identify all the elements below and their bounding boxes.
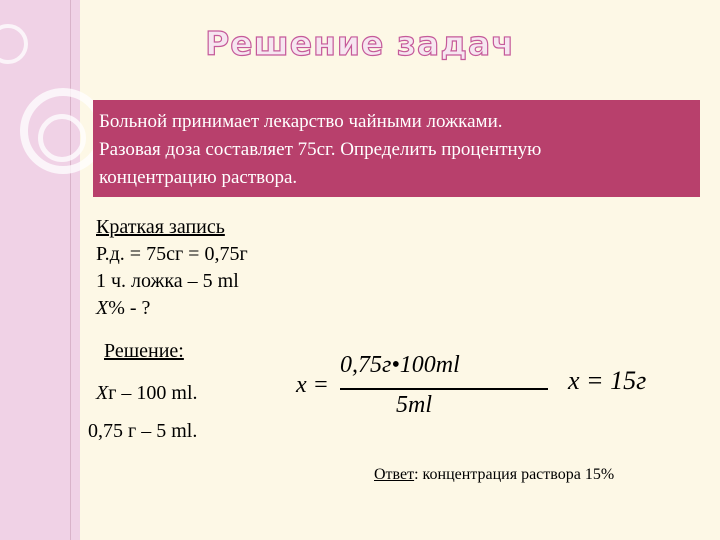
brief-variable: Х — [96, 297, 109, 319]
task-statement-box — [93, 100, 700, 197]
formula-lhs: x = — [296, 372, 329, 398]
fraction-bar — [340, 388, 548, 390]
task-line-2: Разовая доза составляет 75сг. Определить процентную — [99, 139, 542, 160]
brief-line-3-text: % - ? — [108, 297, 151, 319]
sidebar-decoration — [0, 0, 80, 540]
task-line-3: концентрацию раствора. — [99, 167, 298, 188]
brief-heading: Краткая запись — [96, 216, 225, 238]
solution-line-1-text: г – 100 ml. — [108, 382, 198, 404]
solution-heading: Решение: — [104, 340, 184, 362]
answer-label: Ответ — [374, 466, 415, 483]
answer-line — [374, 466, 614, 484]
solution-line-2: 0,75 г – 5 ml. — [88, 420, 198, 442]
formula-denominator: 5ml — [396, 392, 432, 418]
solution-line-1 — [96, 382, 198, 405]
task-line-1: Больной принимает лекарство чайными ложками. — [99, 111, 503, 132]
slide-title: Решение задач — [205, 24, 515, 63]
solution-variable: Х — [96, 382, 109, 404]
formula-result: x = 15г — [568, 366, 647, 395]
brief-line-2: 1 ч. ложка – 5 ml — [96, 270, 239, 292]
formula-numerator: 0,75г•100ml — [340, 352, 460, 378]
brief-line-3 — [96, 295, 248, 322]
answer-text: : концентрация раствора 15% — [414, 466, 615, 483]
sidebar-divider — [70, 0, 71, 540]
decorative-ring-small — [38, 114, 86, 162]
brief-notes — [96, 214, 248, 322]
brief-line-1: Р.д. = 75сг = 0,75г — [96, 243, 248, 265]
